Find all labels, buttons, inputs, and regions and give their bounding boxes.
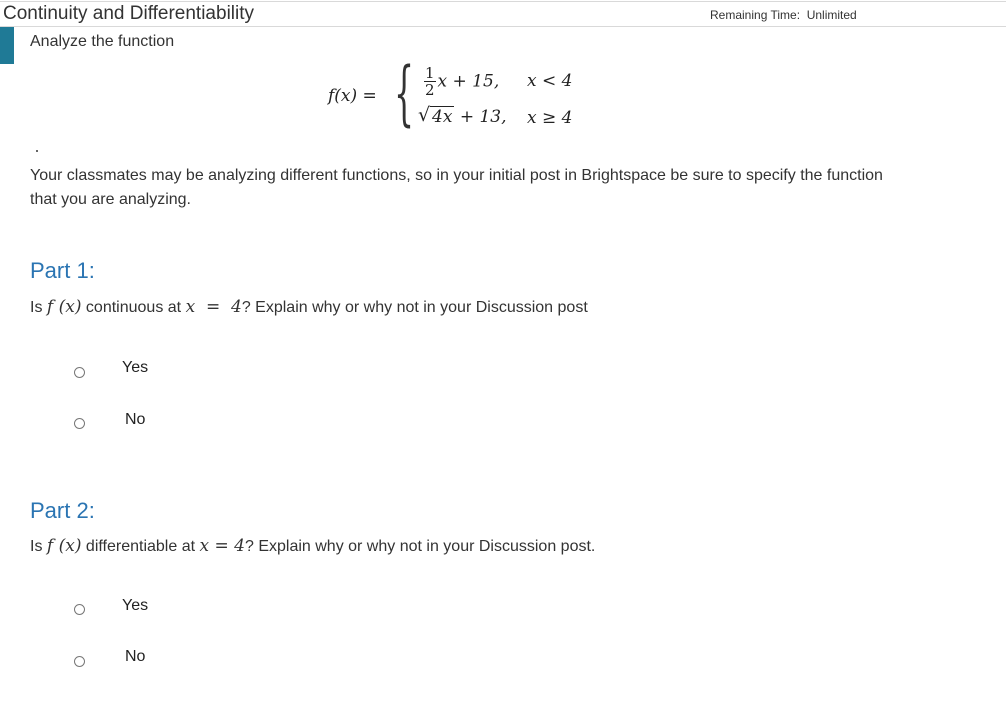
fraction-denominator: 2 bbox=[425, 81, 435, 99]
remaining-time-label: Remaining Time: bbox=[710, 8, 801, 22]
q1-pre: Is bbox=[30, 299, 43, 316]
part-1-no-radio[interactable] bbox=[74, 418, 85, 429]
piece-1-condition: x < 4 bbox=[527, 71, 573, 91]
remaining-time-value: Unlimited bbox=[806, 8, 857, 22]
part-2-heading: Part 2: bbox=[30, 498, 95, 523]
page-header bbox=[0, 2, 1006, 27]
remaining-time bbox=[710, 8, 857, 22]
part-2-question bbox=[30, 536, 595, 556]
q1-equation: x = 4 bbox=[185, 297, 242, 317]
part-1-yes-label[interactable]: Yes bbox=[122, 359, 149, 376]
radicand: 4x bbox=[432, 107, 453, 127]
part-1-question bbox=[30, 297, 588, 317]
square-root bbox=[418, 104, 454, 127]
question-instruction: Analyze the function bbox=[30, 33, 175, 50]
part-2-no-label[interactable]: No bbox=[125, 648, 146, 665]
part-2-yes-label[interactable]: Yes bbox=[122, 597, 149, 614]
piece-1-terms: x + 15, bbox=[437, 71, 500, 92]
part-2-no-radio[interactable] bbox=[74, 656, 85, 667]
q2-post: ? Explain why or why not in your Discussion post. bbox=[244, 538, 596, 555]
q2-equation: x = 4 bbox=[199, 536, 245, 556]
page-title: Continuity and Differentiability bbox=[3, 3, 255, 24]
piece-2-expression bbox=[418, 104, 507, 127]
fraction bbox=[424, 66, 436, 98]
q2-mid: differentiable at bbox=[85, 538, 196, 555]
q2-function: f (x) bbox=[46, 536, 82, 556]
piece-2-condition: x ≥ 4 bbox=[527, 108, 573, 128]
piece-1-expression bbox=[424, 66, 499, 98]
q2-pre: Is bbox=[30, 538, 43, 555]
question-accent-bar bbox=[0, 27, 14, 64]
radical-sign: √ bbox=[418, 104, 431, 126]
classmates-note: Your classmates may be analyzing different functions, so in your initial post in Brightspace be sure to specify the function that you are analyzing. bbox=[30, 167, 883, 208]
piecewise-brace: { bbox=[394, 52, 415, 134]
piece-2-terms: + 13, bbox=[459, 107, 507, 127]
part-1-heading: Part 1: bbox=[30, 258, 95, 283]
q1-mid: continuous at bbox=[85, 299, 182, 316]
q1-post: ? Explain why or why not in your Discussion post bbox=[241, 299, 588, 316]
stray-dot bbox=[36, 150, 38, 152]
part-1-yes-radio[interactable] bbox=[74, 367, 85, 378]
part-2-yes-radio[interactable] bbox=[74, 604, 85, 615]
q1-function: f (x) bbox=[46, 297, 82, 317]
fraction-numerator: 1 bbox=[425, 64, 435, 82]
part-1-no-label[interactable]: No bbox=[125, 411, 146, 428]
function-lhs: f(x) = bbox=[328, 86, 377, 106]
